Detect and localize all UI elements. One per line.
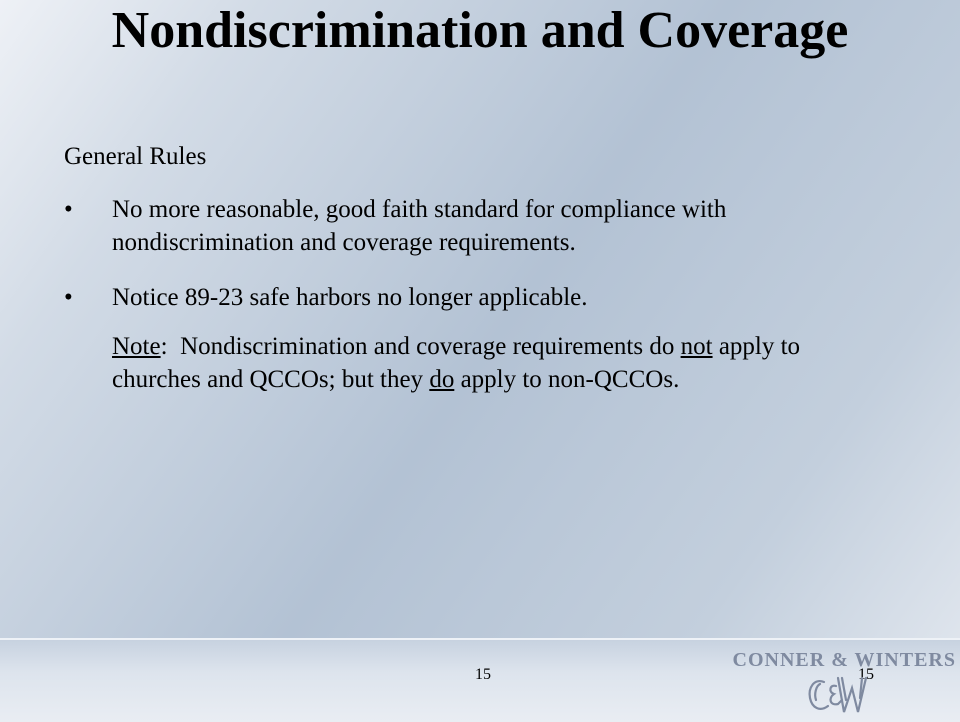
note-colon: :	[160, 333, 168, 360]
bullet-text: No more reasonable, good faith standard for compliance with nondiscrimination and coverage requirements.	[112, 196, 727, 256]
bullet-marker: •	[64, 284, 73, 311]
bullet-item	[64, 193, 844, 259]
note-paragraph	[64, 330, 844, 396]
note-text: Nondiscrimination and coverage requirements do	[167, 333, 681, 360]
firm-name: CONNER & WINTERS	[732, 649, 956, 671]
bullet-item	[64, 281, 844, 314]
page-number-duplicate: 15	[858, 666, 874, 683]
note-emphasis-do: do	[429, 366, 455, 393]
slide-body	[64, 143, 844, 396]
bullet-text: Notice 89-23 safe harbors no longer applicable.	[112, 284, 588, 311]
note-emphasis-not: not	[680, 333, 713, 360]
note-text: apply to non-QCCOs.	[454, 366, 680, 393]
section-heading: General Rules	[64, 143, 207, 170]
note-text: apply to churches and QCCOs; but they	[112, 333, 801, 393]
slide-title: Nondiscrimination and Coverage	[111, 2, 849, 59]
firm-logo-icon	[806, 672, 870, 718]
page-number: 15	[475, 666, 491, 683]
note-label: Note	[112, 333, 161, 360]
bullet-marker: •	[64, 196, 73, 223]
